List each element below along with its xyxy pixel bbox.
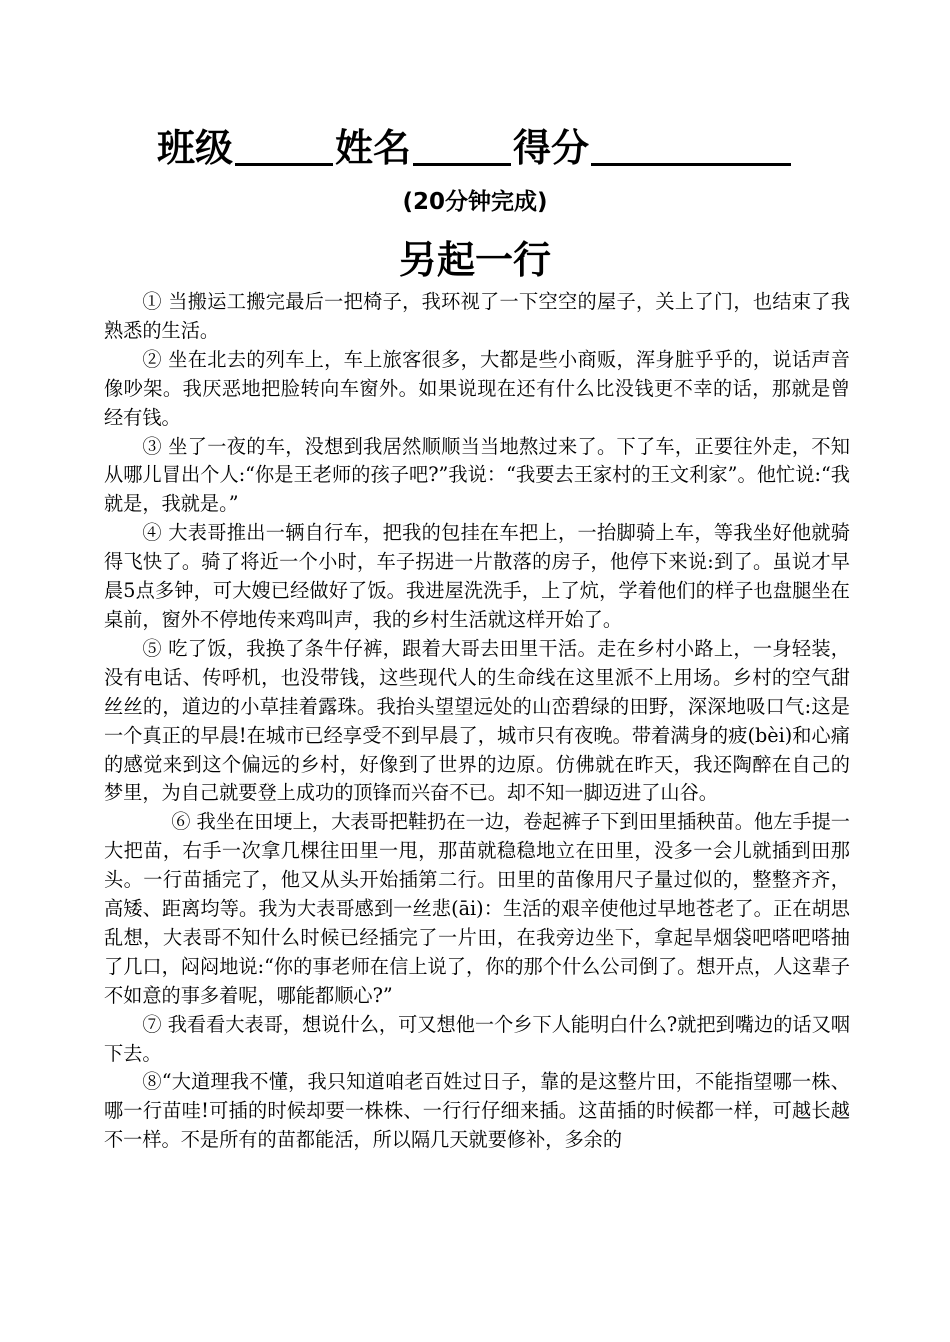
name-blank[interactable] (413, 123, 511, 166)
paragraph-6: ⑥ 我坐在田埂上，大表哥把鞋扔在一边，卷起裤子下到田里插秧苗。他左手提一大把苗，右手一次拿几棵往田里一甩，那苗就稳稳地立在田里，没多一会儿就插到田那头。一行苗插完了，他又从头开始插第二行。田里的苗像用尺子量过似的，整整齐齐，高矮、距离均等。我为大表哥感到一丝悲(āi)：生活的艰辛使他过早地苍老了。正在胡思乱想，大表哥不知什么时候已经插完了一片田，在我旁边坐下，拿起旱烟袋吧嗒吧嗒抽了几口，闷闷地说:“你的事老师在信上说了，你的那个什么公司倒了。想开点，人这辈子不如意的事多着呢，哪能都顺心?” (104, 810, 850, 1007)
paragraph-1: ① 当搬运工搬完最后一把椅子，我环视了一下空空的屋子，关上了门，也结束了我熟悉的生活。 (104, 290, 850, 342)
score-label: 得分 (513, 126, 590, 170)
paragraph-2: ② 坐在北去的列车上，车上旅客很多，大都是些小商贩，浑身脏乎乎的，说话声音像吵架。我厌恶地把脸转向车窗外。如果说现在还有什么比没钱更不幸的话，那就是曾经有钱。 (104, 347, 850, 429)
paragraph-7: ⑦ 我看看大表哥，想说什么，可又想他一个乡下人能明白什么?就把到嘴边的话又咽下去。 (104, 1012, 850, 1065)
name-label: 姓名 (334, 126, 411, 170)
time-limit-note: (20分钟完成) (402, 189, 548, 215)
paragraph-4: ④ 大表哥推出一辆自行车，把我的包挂在车把上，一抬脚骑上车，等我坐好他就骑得飞快了。骑了将近一个小时，车子拐进一片散落的房子，他停下来说:到了。虽说才早晨5点多钟，可大嫂已经做好了饭。我进屋洗洗手，上了炕，学着他们的样子也盘腿坐在桌前，窗外不停地传来鸡叫声，我的乡村生活就这样开始了。 (104, 521, 850, 631)
paragraph-5: ⑤ 吃了饭，我换了条牛仔裤，跟着大哥去田里干活。走在乡村小路上，一身轻装，没有电话、传呼机，也没带钱，这些现代人的生命线在这里派不上用场。乡村的空气甜丝丝的，道边的小草挂着露珠。我抬头望望远处的山峦碧绿的田野，深深地吸口气:这是一个真正的早晨!在城市已经享受不到早晨了，城市只有夜晚。带着满身的疲(bèi)和心痛的感觉来到这个偏远的乡村，好像到了世界的边原。仿佛就在昨天，我还陶醉在自己的梦里，为自己就要登上成功的顶锋而兴奋不已。却不知一脚迈进了山谷。 (104, 636, 850, 805)
score-blank[interactable] (591, 123, 791, 166)
paragraph-3: ③ 坐了一夜的车，没想到我居然顺顺当当地熬过来了。下了车，正要往外走，不知从哪儿冒出个人:“你是王老师的孩子吧?”我说：“我要去王家村的王文利家”。他忙说:“我就是，我就是。” (104, 434, 850, 516)
class-blank[interactable] (235, 123, 333, 166)
article-title: 另起一行 (398, 238, 551, 282)
article-body (104, 288, 850, 1155)
class-label: 班级 (156, 126, 233, 170)
paragraph-8: ⑧“大道理我不懂，我只知道咱老百姓过日子，靠的是这整片田，不能指望哪一株、哪一行苗哇!可插的时候却要一株株、一行行仔细来插。这苗插的时候都一样，可越长越不一样。不是所有的苗都能活，所以隔几天就要修补，多余的 (104, 1070, 850, 1152)
student-info-header (0, 122, 950, 174)
